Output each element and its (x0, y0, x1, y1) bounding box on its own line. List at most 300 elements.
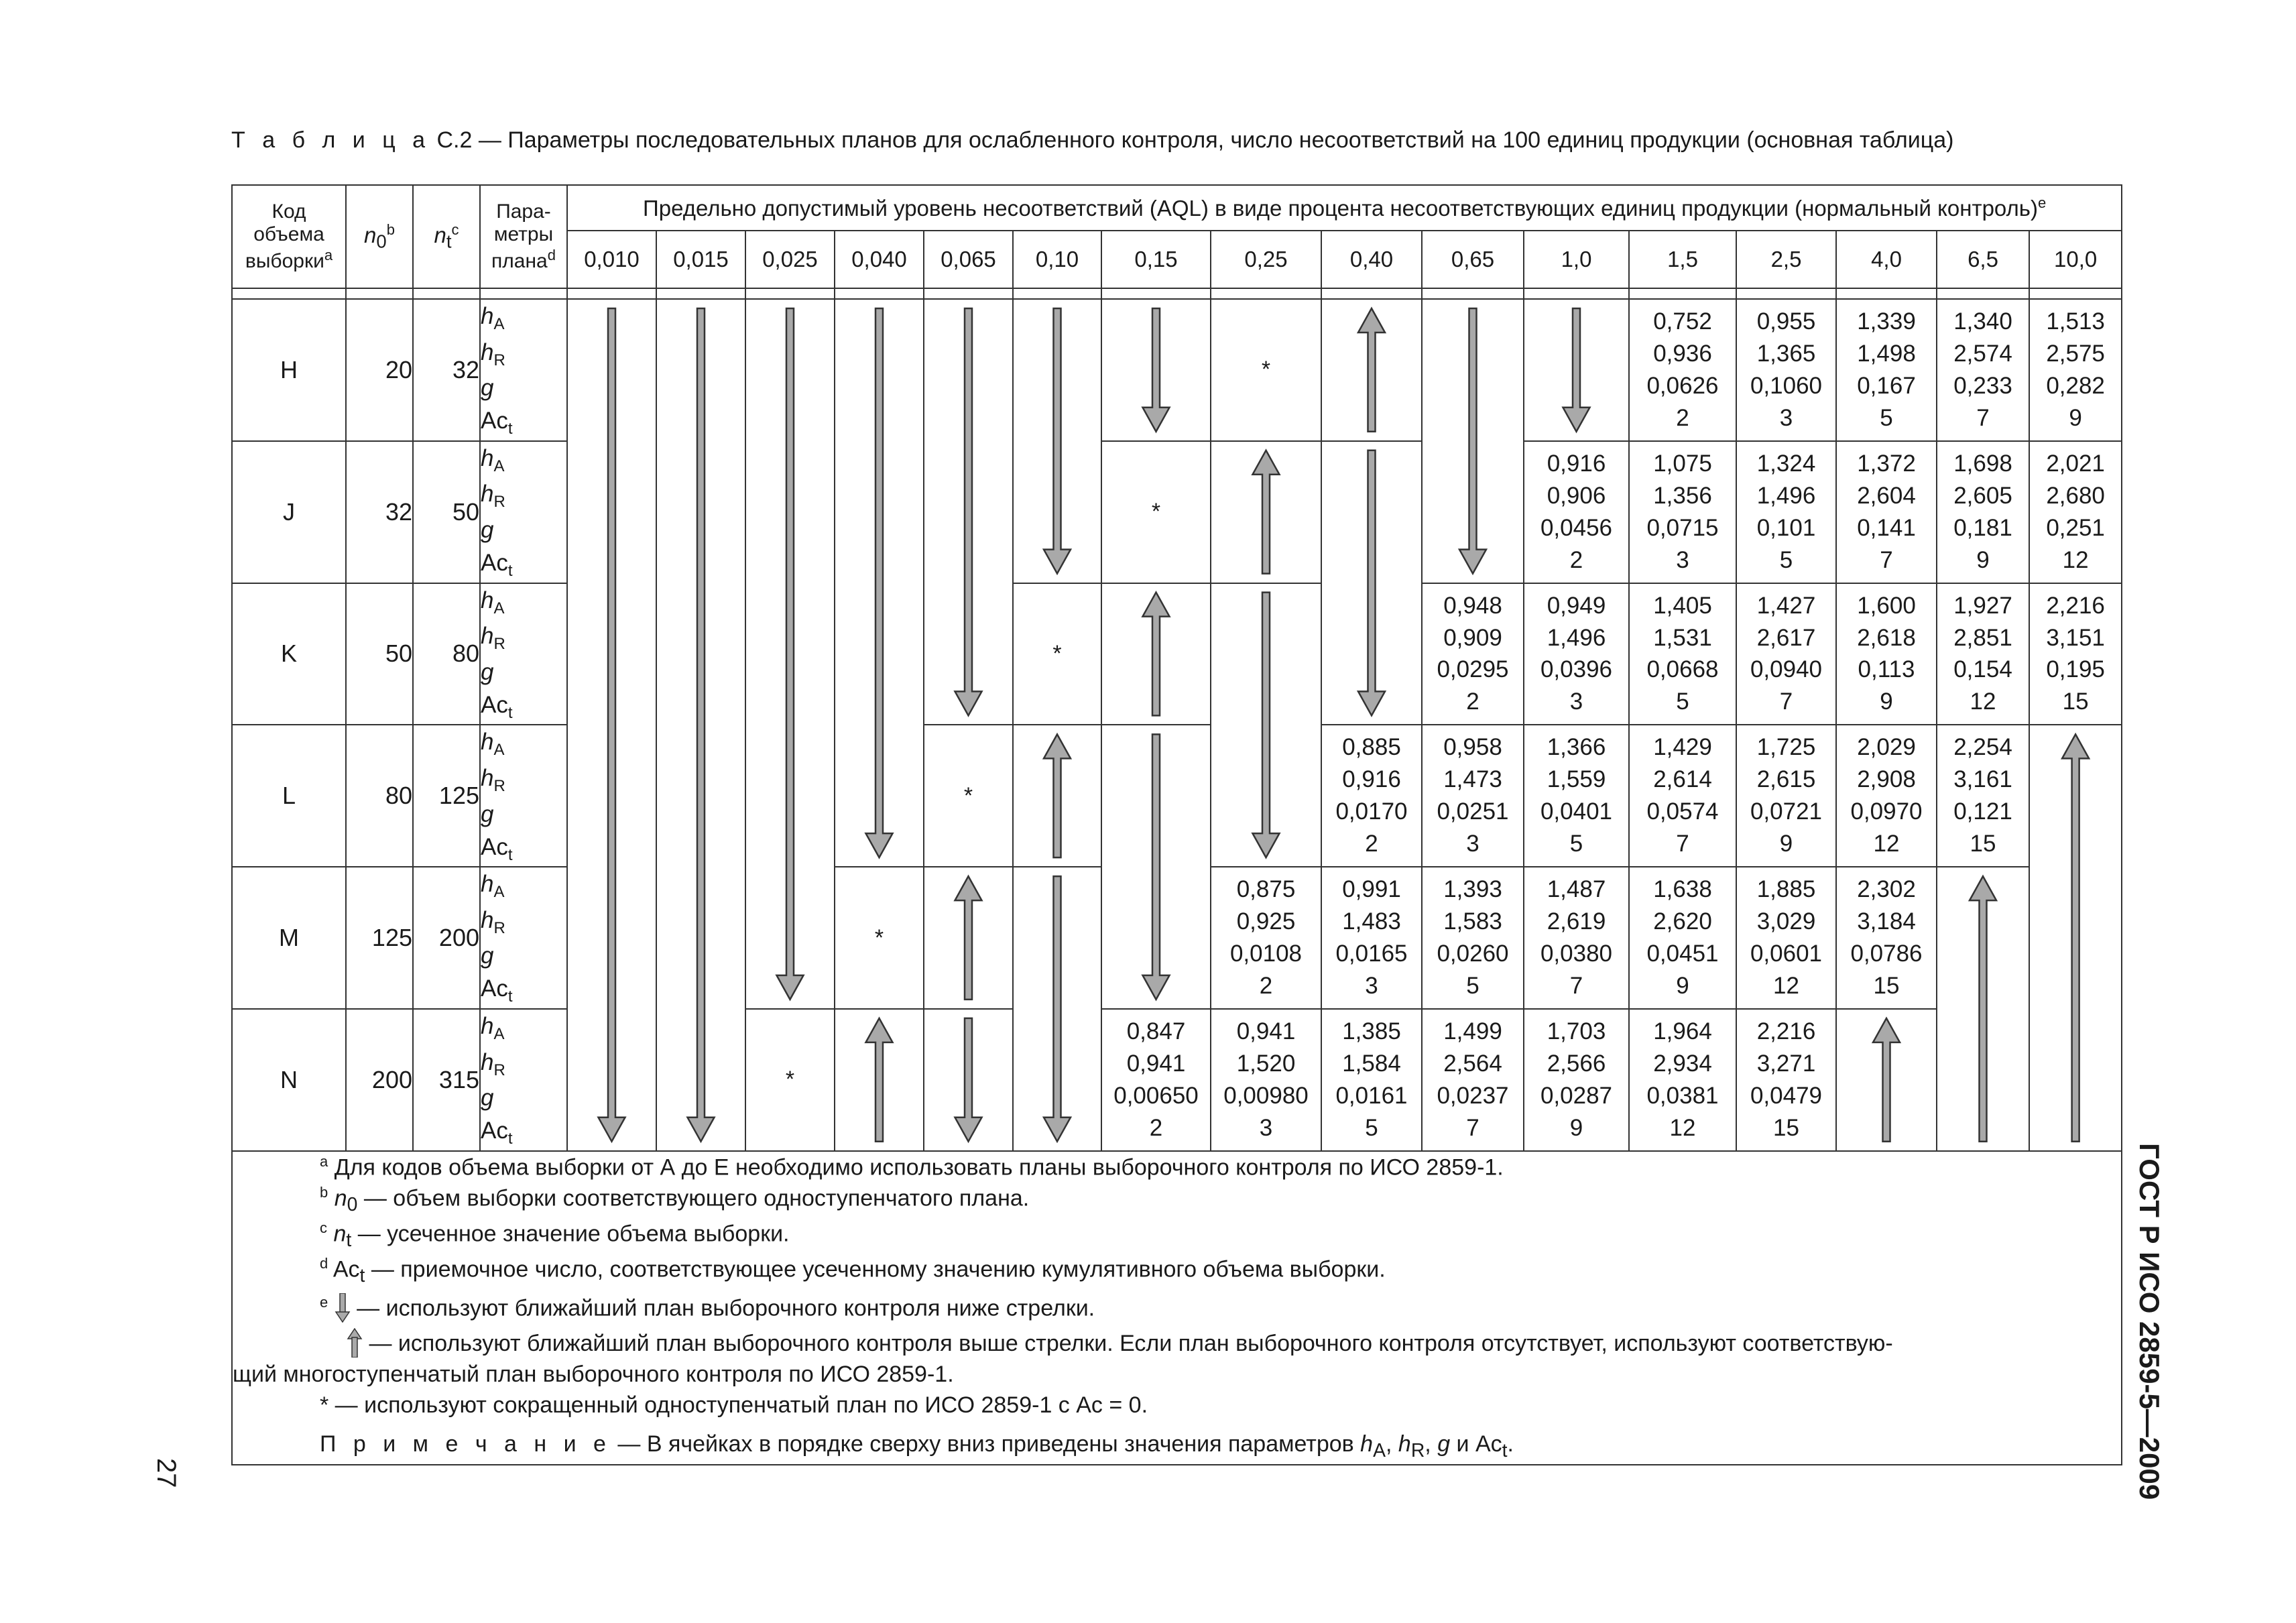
plan-value: 2,566 (1547, 1050, 1606, 1077)
param-hA (481, 300, 566, 336)
param-hA (481, 442, 566, 478)
plan-value: 0,916 (1342, 766, 1401, 793)
footnote-mark: c (451, 221, 459, 238)
plan-value: 0,0170 (1335, 798, 1408, 825)
plan-value: 0,0626 (1646, 372, 1719, 399)
table-row (232, 299, 2122, 441)
aql-value-header: 2,5 (1736, 231, 1836, 288)
arrow-cell (924, 867, 1013, 1009)
plan-value: 2,934 (1653, 1050, 1712, 1077)
plan-cell (1937, 299, 2029, 441)
gap-cell (232, 288, 346, 299)
plan-value: 0,752 (1653, 308, 1712, 335)
arrow-cell (1013, 441, 1101, 583)
sample-code: J (232, 441, 346, 583)
plan-value: 0,0479 (1750, 1082, 1823, 1109)
note-b-text: — объем выборки соответствующего одноступенчатого плана. (357, 1185, 1030, 1211)
plan-cell (1629, 1009, 1736, 1151)
plan-value: 2,021 (2046, 450, 2105, 477)
param-h: h (481, 764, 494, 791)
header-nt (413, 185, 480, 288)
plan-cell (1101, 1009, 1211, 1151)
header-code-line: Код (271, 200, 306, 223)
plan-value: 3,184 (1857, 908, 1916, 935)
arrow-cell (1321, 299, 1422, 441)
plan-value: 0,251 (2046, 514, 2105, 541)
plan-value: 0,0108 (1229, 941, 1303, 967)
plan-value: 2 (1676, 404, 1689, 431)
plan-value: 15 (2062, 688, 2089, 715)
header-params-line: Пара- (496, 200, 551, 223)
plan-value: 0,885 (1342, 734, 1401, 761)
plan-value: 0,0380 (1540, 941, 1613, 967)
plan-value: 0,0721 (1750, 798, 1823, 825)
plan-cell (1836, 725, 1937, 867)
param-sub: R (493, 776, 505, 795)
arrow-cell (2029, 725, 2122, 867)
plan-cell (2029, 299, 2122, 441)
plan-cell (1736, 725, 1836, 867)
plan-cell (1629, 441, 1736, 583)
plan-value: 3,151 (2046, 624, 2105, 651)
plan-value: 1,075 (1653, 450, 1712, 477)
param-sub: t (507, 1130, 513, 1148)
arrow-cell (835, 441, 924, 583)
plan-cell (1736, 1009, 1836, 1151)
plan-value: 0,941 (1236, 1018, 1296, 1044)
aql-value-header: 0,40 (1321, 231, 1422, 288)
footnote-mark: e (2037, 194, 2047, 212)
param-h: h (481, 1048, 494, 1075)
plan-value: 1,559 (1547, 766, 1606, 793)
n0-value: 32 (346, 441, 413, 583)
header-params-line (481, 247, 566, 274)
plan-value: 2,620 (1653, 908, 1712, 935)
plan-value: 2,254 (1953, 734, 2012, 761)
plan-value: 1,339 (1857, 308, 1916, 335)
plan-value: 2,575 (2046, 340, 2105, 367)
plan-value: 0,195 (2046, 656, 2105, 683)
plan-value: 0,0161 (1335, 1082, 1408, 1109)
param-sub: A (493, 315, 505, 333)
plan-value: 0,00980 (1223, 1082, 1309, 1109)
param-ac (481, 972, 566, 1008)
plan-value: 1,927 (1953, 592, 2012, 619)
arrow-cell (835, 299, 924, 441)
sample-code: M (232, 867, 346, 1009)
n0-value: 200 (346, 1009, 413, 1151)
plan-value: 2,302 (1857, 876, 1916, 903)
note-end: . (1507, 1431, 1514, 1457)
plan-value: 1,393 (1443, 876, 1502, 903)
plan-value: 0,909 (1443, 624, 1502, 651)
plan-value: 1,885 (1756, 876, 1816, 903)
param-h: h (481, 871, 494, 898)
plan-value: 2,908 (1857, 766, 1916, 793)
arrow-cell (1013, 299, 1101, 441)
plan-value: 5 (1466, 972, 1479, 999)
param-ac-text: Ac (481, 408, 508, 434)
note-remark: П р и м е ч а н и е — В ячейках в порядке сверху вниз приведены значения параметров $h_A$, $h_R$, g и $Ac_t$. (320, 1431, 1514, 1462)
param-sub: t (507, 420, 513, 438)
plan-value: 2 (1569, 546, 1583, 573)
param-g-text: g (481, 375, 494, 402)
arrow-cell (924, 441, 1013, 583)
plan-value: 1,496 (1756, 482, 1816, 509)
plan-value: 12 (1873, 831, 1900, 857)
plan-value: 1,703 (1547, 1018, 1606, 1044)
plan-value: 0,0295 (1437, 656, 1509, 683)
aql-value-header: 0,015 (656, 231, 745, 288)
param-sub: A (493, 457, 505, 475)
param-labels (480, 441, 567, 583)
header-code (232, 185, 346, 288)
n0-value: 50 (346, 583, 413, 725)
param-hR (481, 904, 566, 940)
plan-value: 2,851 (1953, 624, 2012, 651)
param-sub: R (493, 351, 505, 369)
plan-value: 2,574 (1953, 340, 2012, 367)
plan-value: 0,0970 (1850, 798, 1923, 825)
plan-value: 1,427 (1756, 592, 1816, 619)
header-params-line: метры (493, 223, 554, 246)
param-sub: t (507, 845, 513, 864)
plan-value: 2,680 (2046, 482, 2105, 509)
plan-value: 0,955 (1756, 308, 1816, 335)
plan-cell (1524, 867, 1629, 1009)
param-labels (480, 867, 567, 1009)
plan-cell (1321, 867, 1422, 1009)
plan-value: 15 (1873, 972, 1900, 999)
arrow-cell (924, 299, 1013, 441)
arrow-cell (1321, 583, 1422, 725)
plan-value: 0,0251 (1437, 798, 1509, 825)
plan-value: 7 (1569, 972, 1583, 999)
plan-value: 0,233 (1953, 372, 2012, 399)
arrow-cell (2029, 1009, 2122, 1151)
plan-value: 1,366 (1547, 734, 1606, 761)
plan-value: 2,564 (1443, 1050, 1502, 1077)
param-labels (480, 299, 567, 441)
param-h: h (481, 587, 494, 613)
plan-value: 1,499 (1443, 1018, 1502, 1044)
arrow-cell (567, 441, 656, 583)
plan-value: 1,365 (1756, 340, 1816, 367)
footnote-mark: a (324, 246, 333, 263)
nt-value: 80 (413, 583, 480, 725)
plan-cell (1836, 867, 1937, 1009)
gap-cell (1836, 288, 1937, 299)
gap-cell (480, 288, 567, 299)
gap-cell (745, 288, 835, 299)
plan-value: 12 (1773, 972, 1799, 999)
plan-value: 0,847 (1126, 1018, 1186, 1044)
arrow-cell (745, 299, 835, 441)
plan-value: 1,487 (1547, 876, 1606, 903)
param-g (481, 371, 566, 404)
header-code-line: объема (253, 223, 324, 246)
plan-cell (1836, 583, 1937, 725)
note-text: — В ячейках в порядке сверху вниз приведены значения параметров (611, 1431, 1361, 1457)
gap-cell (413, 288, 480, 299)
plan-value: 12 (1669, 1114, 1696, 1141)
gap-cell (1101, 288, 1211, 299)
gap-cell (2029, 288, 2122, 299)
param-sub: t (507, 987, 513, 1006)
param-g (481, 798, 566, 831)
plan-cell (2029, 441, 2122, 583)
plans-table (231, 184, 2122, 1465)
arrow-cell (1101, 867, 1211, 1009)
param-g-text: g (481, 658, 494, 685)
note-d-pre: Ac (328, 1256, 360, 1282)
arrow-cell (745, 867, 835, 1009)
reduced-plan-star: * (835, 867, 924, 1009)
plan-cell (1211, 1009, 1321, 1151)
arrow-cell (1211, 725, 1321, 867)
plan-value: 9 (1569, 1114, 1583, 1141)
plan-value: 1,324 (1756, 450, 1816, 477)
plan-value: 1,638 (1653, 876, 1712, 903)
param-sub: t (507, 561, 513, 580)
param-ac-text: Ac (481, 691, 508, 718)
arrow-cell (1013, 725, 1101, 867)
arrow-cell (567, 299, 656, 441)
plan-value: 3 (1466, 831, 1479, 857)
nt-value: 200 (413, 867, 480, 1009)
plan-cell (1937, 725, 2029, 867)
header-code-line (233, 247, 345, 274)
note-e-up (233, 1328, 2121, 1359)
param-g (481, 939, 566, 972)
param-hA (481, 1010, 566, 1046)
gap-cell (924, 288, 1013, 299)
arrow-cell (1524, 299, 1629, 441)
plan-value: 1,498 (1857, 340, 1916, 367)
plan-cell (1321, 1009, 1422, 1151)
plan-value: 7 (1976, 404, 1990, 431)
plan-value: 2,618 (1857, 624, 1916, 651)
plan-value: 0,0287 (1540, 1082, 1613, 1109)
param-hA (481, 584, 566, 620)
plan-value: 3,271 (1756, 1050, 1816, 1077)
arrow-cell (1101, 299, 1211, 441)
side-title-text: ГОСТ Р ИСО 2859-5—2009 (2134, 1143, 2165, 1500)
plan-value: 5 (1569, 831, 1583, 857)
plan-value: 0,958 (1443, 734, 1502, 761)
plan-value: 3,161 (1953, 766, 2012, 793)
plan-value: 0,141 (1857, 514, 1916, 541)
plan-value: 0,0237 (1437, 1082, 1509, 1109)
plan-value: 1,405 (1653, 592, 1712, 619)
param-sub: A (493, 1024, 505, 1043)
plan-value: 2,216 (1756, 1018, 1816, 1044)
param-sub: R (493, 635, 505, 654)
plan-cell (2029, 583, 2122, 725)
table-row (232, 1009, 2122, 1151)
arrow-cell (1101, 725, 1211, 867)
param-labels (480, 583, 567, 725)
plan-value: 2 (1466, 688, 1479, 715)
plan-value: 12 (1970, 688, 1996, 715)
plan-cell (1321, 725, 1422, 867)
param-h: h (481, 444, 494, 471)
plan-value: 9 (2069, 404, 2082, 431)
sample-code: L (232, 725, 346, 867)
plan-cell (1422, 583, 1524, 725)
plan-value: 2 (1259, 972, 1273, 999)
plan-value: 0,0668 (1646, 656, 1719, 683)
plan-value: 1,600 (1857, 592, 1916, 619)
plan-value: 1,340 (1953, 308, 2012, 335)
plan-value: 0,154 (1953, 656, 2012, 683)
aql-value-header: 10,0 (2029, 231, 2122, 288)
note-d-text: — приемочное число, соответствующее усеченному значению кумулятивного объема выборки. (365, 1256, 1386, 1282)
header-code-text: выборки (245, 249, 324, 272)
note-e-down: $^e$ — используют ближайший план выборочного контроля ниже стрелки. (320, 1294, 1095, 1321)
plan-value: 0,0786 (1850, 941, 1923, 967)
plan-value: 5 (1365, 1114, 1378, 1141)
param-g-text: g (481, 800, 494, 827)
plan-value: 15 (1970, 831, 1996, 857)
plan-cell (1937, 583, 2029, 725)
param-hR (481, 477, 566, 514)
arrow-cell (1836, 1009, 1937, 1151)
plan-value: 1,531 (1653, 624, 1712, 651)
plan-value: 2 (1365, 831, 1378, 857)
plan-cell (1736, 299, 1836, 441)
plan-value: 9 (1976, 546, 1990, 573)
aql-value-header: 0,25 (1211, 231, 1321, 288)
note-e-down-text: — используют ближайший план выборочного контроля ниже стрелки. (350, 1295, 1095, 1321)
plan-value: 0,949 (1547, 592, 1606, 619)
header-params (480, 185, 567, 288)
plan-cell (1629, 867, 1736, 1009)
notes-row (232, 1151, 2122, 1465)
plan-value: 3 (1259, 1114, 1273, 1141)
caption-text: С.2 — Параметры последовательных планов для ослабленного контроля, число несоответствий на 100 единиц продукции (основная таблица) (430, 127, 1954, 153)
plan-value: 0,282 (2046, 372, 2105, 399)
caption-label: Т а б л и ц а (231, 127, 431, 153)
plan-cell (1422, 725, 1524, 867)
plan-value: 5 (1676, 688, 1689, 715)
plan-value: 2,029 (1857, 734, 1916, 761)
param-ac (481, 831, 566, 867)
n0-value: 125 (346, 867, 413, 1009)
note-c: $^c$ $n_t$ — усеченное значение объема выборки. (320, 1219, 790, 1252)
gap-cell (346, 288, 413, 299)
plan-value: 0,925 (1236, 908, 1296, 935)
table-row (232, 725, 2122, 867)
plan-value: 3 (1569, 688, 1583, 715)
param-hR (481, 762, 566, 798)
plan-value: 1,483 (1342, 908, 1401, 935)
plan-value: 1,520 (1236, 1050, 1296, 1077)
param-labels (480, 1009, 567, 1151)
aql-value-header: 6,5 (1937, 231, 2029, 288)
plan-value: 7 (1676, 831, 1689, 857)
param-hR (481, 619, 566, 656)
arrow-cell (567, 867, 656, 1009)
arrow-cell (1211, 441, 1321, 583)
reduced-plan-star: * (1101, 441, 1211, 583)
plan-value: 1,698 (1953, 450, 2012, 477)
n0-value: 20 (346, 299, 413, 441)
param-sub: A (493, 883, 505, 902)
plan-value: 0,113 (1858, 656, 1915, 683)
arrow-cell (1211, 583, 1321, 725)
plan-cell (1629, 299, 1736, 441)
down-arrow-icon (335, 1293, 351, 1323)
table-row (232, 441, 2122, 583)
note-c-text: — усеченное значение объема выборки. (351, 1221, 790, 1247)
gap-cell (656, 288, 745, 299)
plan-value: 2,216 (2046, 592, 2105, 619)
plan-value: 2,614 (1653, 766, 1712, 793)
header-nt-text: n (434, 222, 446, 247)
gap-cell (835, 288, 924, 299)
plan-value: 2,604 (1857, 482, 1916, 509)
plan-value: 1,725 (1756, 734, 1816, 761)
plan-cell (1836, 299, 1937, 441)
plan-value: 0,0401 (1540, 798, 1613, 825)
gap-cell (1321, 288, 1422, 299)
aql-value-header: 0,15 (1101, 231, 1211, 288)
nt-value: 315 (413, 1009, 480, 1151)
notes-cell (232, 1151, 2122, 1465)
arrow-cell (1937, 1009, 2029, 1151)
gap-cell (1629, 288, 1736, 299)
arrow-cell (745, 725, 835, 867)
plan-value: 0,121 (1953, 798, 2012, 825)
plan-value: 1,356 (1653, 482, 1712, 509)
arrow-cell (567, 1009, 656, 1151)
param-hR (481, 1046, 566, 1082)
header-params-text: плана (491, 249, 548, 272)
plan-value: 1,583 (1443, 908, 1502, 935)
plan-value: 7 (1880, 546, 1893, 573)
plan-value: 7 (1779, 688, 1793, 715)
note-d: $^d$ $Ac_t$ — приемочное число, соответствующее усеченному значению кумулятивного объема выборки. (320, 1254, 1386, 1286)
arrow-cell (656, 1009, 745, 1151)
plan-value: 0,00650 (1113, 1082, 1199, 1109)
note-and: и Ac (1450, 1431, 1502, 1457)
plan-value: 3 (1365, 972, 1378, 999)
note-star-text: * — используют сокращенный одноступенчатый план по ИСО 2859-1 с Ac = 0. (320, 1392, 1148, 1419)
plan-value: 2,605 (1953, 482, 2012, 509)
arrow-cell (924, 1009, 1013, 1151)
aql-value-header: 0,65 (1422, 231, 1524, 288)
gap-cell (1736, 288, 1836, 299)
gap-cell (1937, 288, 2029, 299)
plan-value: 0,0260 (1437, 941, 1509, 967)
param-g-text: g (481, 943, 494, 969)
plan-cell (1211, 867, 1321, 1009)
plan-value: 1,513 (2046, 308, 2105, 335)
plan-value: 0,0715 (1646, 514, 1719, 541)
plan-value: 7 (1466, 1114, 1479, 1141)
param-sub: A (493, 599, 505, 617)
plan-value: 0,101 (1756, 514, 1816, 541)
arrow-cell (567, 725, 656, 867)
aql-value-header: 0,025 (745, 231, 835, 288)
table-row (232, 583, 2122, 725)
plan-value: 0,167 (1857, 372, 1916, 399)
param-ac-text: Ac (481, 833, 508, 860)
arrow-cell (656, 867, 745, 1009)
plan-cell (1629, 583, 1736, 725)
param-h: h (481, 906, 494, 933)
